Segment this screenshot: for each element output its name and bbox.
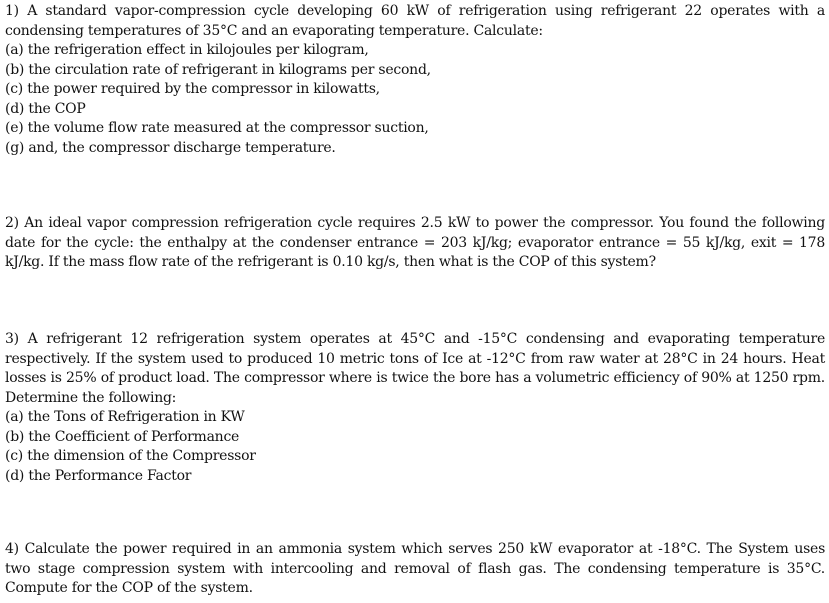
- problem-3-item-d: (d) the Performance Factor: [5, 467, 192, 484]
- problem-1-item-e: (e) the volume flow rate measured at the compressor suction,: [5, 120, 429, 136]
- problem-1-item-d: (d) the COP: [5, 100, 86, 117]
- problem-3-statement: 3) A refrigerant 12 refrigeration system operates at 45°C and -15°C condensing and evaporating temperature respectively. If the system used to produced 10 metric tons of Ice at -12°C from raw water at 28°C in 24 hours. Heat losses is 25% of product load. The compressor where is twice the bore has a volumetric efficiency of 90% at 1250 rpm. Determine the following:: [5, 331, 825, 406]
- problem-1-item-a: (a) the refrigeration effect in kilojoules per kilogram,: [5, 42, 369, 58]
- problem-1: [5, 2, 825, 158]
- problem-4-statement: 4) Calculate the power required in an ammonia system which serves 250 kW evaporator at -18°C. The System uses two stage compression system with intercooling and removal of flash gas. The condensing temperature is 35°C. Compute for the COP of the system.: [5, 541, 825, 596]
- problem-3: [5, 330, 825, 486]
- problem-1-item-c: (c) the power required by the compressor in kilowatts,: [5, 81, 380, 97]
- problem-2-statement: 2) An ideal vapor compression refrigeration cycle requires 2.5 kW to power the compressor. You found the following date for the cycle: the enthalpy at the condenser entrance = 203 kJ/kg; evaporator entrance = 55 kJ/kg, exit = 178 kJ/kg. If the mass flow rate of the refrigerant is 0.10 kg/s, then what is the COP of this system?: [5, 215, 825, 270]
- problem-3-item-b: (b) the Coefficient of Performance: [5, 428, 240, 445]
- problem-1-statement: 1) A standard vapor-compression cycle developing 60 kW of refrigeration using refrigerant 22 operates with a condensing temperatures of 35°C and an evaporating temperature. Calculate:: [5, 3, 825, 39]
- problem-3-item-c: (c) the dimension of the Compressor: [5, 448, 256, 464]
- problem-2: [5, 214, 825, 273]
- problem-1-item-b: (b) the circulation rate of refrigerant in kilograms per second,: [5, 61, 431, 78]
- problem-1-item-g: (g) and, the compressor discharge temperature.: [5, 139, 336, 156]
- problem-3-item-a: (a) the Tons of Refrigeration in KW: [5, 409, 245, 425]
- problem-4: [5, 540, 825, 599]
